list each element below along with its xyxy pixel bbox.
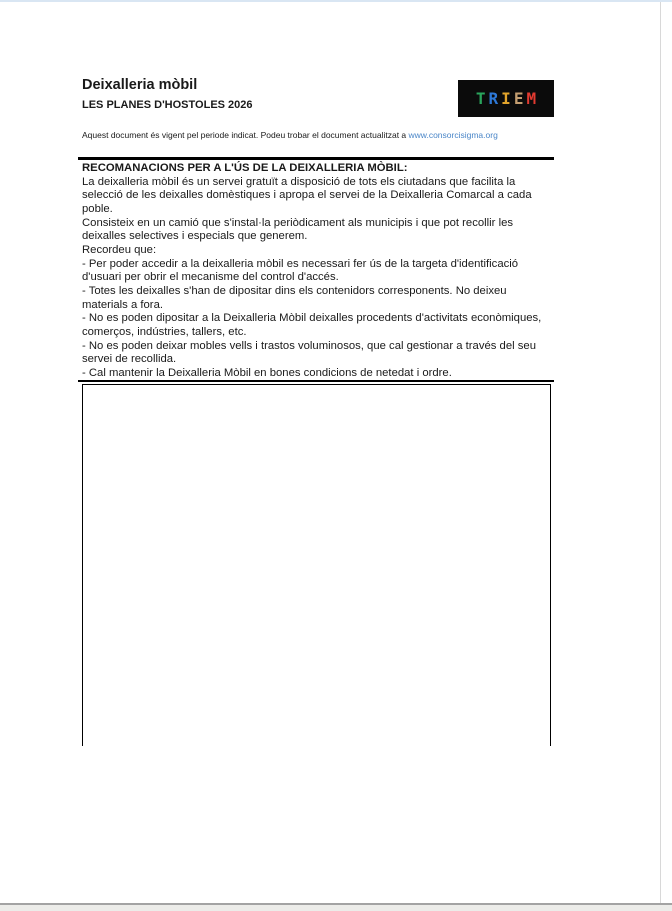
bottom-rule xyxy=(78,380,554,382)
recommendation-bullet: - Cal mantenir la Deixalleria Mòbil en bones condicions de netedat i ordre. xyxy=(82,366,452,379)
recommendation-paragraph: La deixalleria mòbil és un servei gratuït a disposició de tots els ciutadans que facilita la selecció de les deixalles domèstiques i apropa el servei de la Deixalleria Comarcal a cada poble. xyxy=(82,175,532,215)
triem-logo xyxy=(458,80,554,117)
recommendation-paragraph: Recordeu que: xyxy=(82,243,157,256)
page-subtitle: LES PLANES D'HOSTOLES 2026 xyxy=(82,99,253,111)
top-rule xyxy=(78,157,554,160)
recommendation-paragraph: Consisteix en un camió que s'instal·la periòdicament als municipis i que pot recollir les deixalles selectives i especials que generem. xyxy=(82,216,514,243)
recommendation-bullet: - No es poden deixar mobles vells i trastos voluminosos, que cal gestionar a través del seu servei de recollida. xyxy=(82,339,536,366)
page-title: Deixalleria mòbil xyxy=(82,77,198,93)
recommendation-bullet: - Totes les deixalles s'han de dipositar dins els contenidors corresponents. No deixeu materials a fora. xyxy=(82,284,507,311)
logo-letter-r: R xyxy=(488,88,499,108)
recommendations-section xyxy=(82,162,553,381)
scrollbar-track-edge xyxy=(660,2,661,903)
logo-letter-e: E xyxy=(513,88,524,108)
logo-letter-i: I xyxy=(501,88,511,108)
consorcisigma-link[interactable]: www.consorcisigma.org xyxy=(408,130,498,140)
recommendation-bullet: - Per poder accedir a la deixalleria mòbil es necessari fer ús de la targeta d'identificació d'usuari per obrir el mecanisme del control d'accés. xyxy=(82,257,519,284)
window-top-edge xyxy=(0,0,672,2)
recommendation-bullet: - No es poden dipositar a la Deixalleria Mòbil deixalles procedents d'activitats econòmiques, comerços, indústries, tallers, etc. xyxy=(82,312,542,338)
validity-notice xyxy=(82,130,498,140)
logo-letter-t: T xyxy=(475,88,486,108)
validity-notice-text: Aquest document és vigent pel periode indicat. Podeu trobar el document actualitzat a xyxy=(82,130,409,140)
recommendations-heading: RECOMANACIONS PER A L'ÚS DE LA DEIXALLERIA MÒBIL: xyxy=(82,162,408,174)
empty-schedule-box xyxy=(82,384,551,746)
horizontal-scrollbar[interactable] xyxy=(0,903,672,911)
logo-letter-m: M xyxy=(526,88,537,108)
